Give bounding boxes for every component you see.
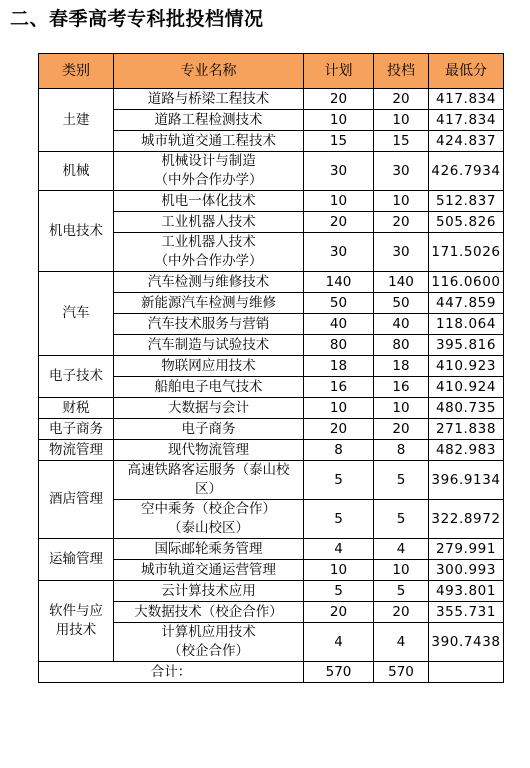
major-cell: 现代物流管理	[114, 440, 304, 461]
filed-cell: 5	[374, 500, 429, 539]
major-cell: 大数据技术（校企合作）	[114, 602, 304, 623]
min-score-cell: 482.983	[429, 440, 504, 461]
category-cell: 物流管理	[39, 440, 114, 461]
plan-cell: 4	[304, 539, 374, 560]
plan-cell: 5	[304, 461, 374, 500]
min-score-cell: 395.816	[429, 335, 504, 356]
filed-cell: 10	[374, 191, 429, 212]
table-row	[39, 356, 504, 377]
major-cell: 城市轨道交通运营管理	[114, 560, 304, 581]
plan-cell: 20	[304, 419, 374, 440]
filed-cell: 20	[374, 89, 429, 110]
table-row	[39, 440, 504, 461]
plan-cell: 50	[304, 293, 374, 314]
filed-cell: 20	[374, 212, 429, 233]
min-score-cell: 396.9134	[429, 461, 504, 500]
filed-cell: 10	[374, 560, 429, 581]
filed-cell: 10	[374, 110, 429, 131]
category-cell: 汽车	[39, 272, 114, 356]
header-category: 类别	[39, 54, 114, 89]
category-cell: 酒店管理	[39, 461, 114, 539]
table-row	[39, 191, 504, 212]
plan-cell: 18	[304, 356, 374, 377]
plan-cell: 40	[304, 314, 374, 335]
major-cell: 国际邮轮乘务管理	[114, 539, 304, 560]
min-score-cell: 493.801	[429, 581, 504, 602]
min-score-cell: 300.993	[429, 560, 504, 581]
major-cell: 工业机器人技术	[114, 212, 304, 233]
min-score-cell: 390.7438	[429, 623, 504, 662]
filed-cell: 140	[374, 272, 429, 293]
min-score-cell: 279.991	[429, 539, 504, 560]
total-label: 合计：	[39, 662, 304, 683]
min-score-cell: 505.826	[429, 212, 504, 233]
major-cell: 汽车技术服务与营销	[114, 314, 304, 335]
plan-cell: 5	[304, 581, 374, 602]
table-body	[39, 89, 504, 683]
category-cell: 电子技术	[39, 356, 114, 398]
min-score-cell: 512.837	[429, 191, 504, 212]
plan-cell: 16	[304, 377, 374, 398]
min-score-cell: 322.8972	[429, 500, 504, 539]
total-filed: 570	[374, 662, 429, 683]
plan-cell: 80	[304, 335, 374, 356]
min-score-cell: 355.731	[429, 602, 504, 623]
category-cell: 机械	[39, 152, 114, 191]
plan-cell: 4	[304, 623, 374, 662]
min-score-cell: 118.064	[429, 314, 504, 335]
table-row	[39, 89, 504, 110]
min-score-cell: 447.859	[429, 293, 504, 314]
filed-cell: 4	[374, 623, 429, 662]
category-cell: 机电技术	[39, 191, 114, 272]
filed-cell: 16	[374, 377, 429, 398]
major-cell: 大数据与会计	[114, 398, 304, 419]
header-row	[39, 54, 504, 89]
min-score-cell: 410.923	[429, 356, 504, 377]
major-cell: 汽车检测与维修技术	[114, 272, 304, 293]
table-row	[39, 581, 504, 602]
major-cell: 计算机应用技术 （校企合作）	[114, 623, 304, 662]
min-score-cell: 480.735	[429, 398, 504, 419]
filed-cell: 80	[374, 335, 429, 356]
min-score-cell: 424.837	[429, 131, 504, 152]
min-score-cell: 410.924	[429, 377, 504, 398]
filed-cell: 15	[374, 131, 429, 152]
category-cell: 运输管理	[39, 539, 114, 581]
filed-cell: 50	[374, 293, 429, 314]
major-cell: 机电一体化技术	[114, 191, 304, 212]
admission-table	[38, 53, 504, 683]
filed-cell: 18	[374, 356, 429, 377]
min-score-cell: 271.838	[429, 419, 504, 440]
category-cell: 土建	[39, 89, 114, 152]
filed-cell: 30	[374, 152, 429, 191]
filed-cell: 30	[374, 233, 429, 272]
filed-cell: 20	[374, 602, 429, 623]
min-score-cell: 417.834	[429, 89, 504, 110]
major-cell: 电子商务	[114, 419, 304, 440]
major-cell: 物联网应用技术	[114, 356, 304, 377]
major-cell: 高速铁路客运服务（泰山校 区）	[114, 461, 304, 500]
table-row	[39, 398, 504, 419]
min-score-cell: 426.7934	[429, 152, 504, 191]
filed-cell: 10	[374, 398, 429, 419]
filed-cell: 5	[374, 581, 429, 602]
plan-cell: 140	[304, 272, 374, 293]
filed-cell: 5	[374, 461, 429, 500]
major-cell: 城市轨道交通工程技术	[114, 131, 304, 152]
plan-cell: 8	[304, 440, 374, 461]
header-plan: 计划	[304, 54, 374, 89]
plan-cell: 10	[304, 398, 374, 419]
major-cell: 道路与桥梁工程技术	[114, 89, 304, 110]
filed-cell: 20	[374, 419, 429, 440]
major-cell: 空中乘务（校企合作） （泰山校区）	[114, 500, 304, 539]
major-cell: 道路工程检测技术	[114, 110, 304, 131]
major-cell: 云计算技术应用	[114, 581, 304, 602]
header-filed: 投档	[374, 54, 429, 89]
total-row	[39, 662, 504, 683]
plan-cell: 15	[304, 131, 374, 152]
plan-cell: 30	[304, 152, 374, 191]
plan-cell: 30	[304, 233, 374, 272]
plan-cell: 10	[304, 560, 374, 581]
category-cell: 电子商务	[39, 419, 114, 440]
filed-cell: 40	[374, 314, 429, 335]
major-cell: 新能源汽车检测与维修	[114, 293, 304, 314]
category-cell: 软件与应 用技术	[39, 581, 114, 662]
table-row	[39, 152, 504, 191]
filed-cell: 4	[374, 539, 429, 560]
table-row	[39, 272, 504, 293]
min-score-cell: 417.834	[429, 110, 504, 131]
total-min-score-empty	[429, 662, 504, 683]
total-plan: 570	[304, 662, 374, 683]
plan-cell: 20	[304, 602, 374, 623]
plan-cell: 10	[304, 110, 374, 131]
plan-cell: 20	[304, 89, 374, 110]
major-cell: 船舶电子电气技术	[114, 377, 304, 398]
filed-cell: 8	[374, 440, 429, 461]
table-row	[39, 539, 504, 560]
header-major: 专业名称	[114, 54, 304, 89]
major-cell: 工业机器人技术 （中外合作办学）	[114, 233, 304, 272]
page-title: 二、春季高考专科批投档情况	[10, 8, 264, 30]
plan-cell: 20	[304, 212, 374, 233]
header-min-score: 最低分	[429, 54, 504, 89]
plan-cell: 5	[304, 500, 374, 539]
min-score-cell: 116.0600	[429, 272, 504, 293]
category-cell: 财税	[39, 398, 114, 419]
table-row	[39, 461, 504, 500]
table-row	[39, 419, 504, 440]
min-score-cell: 171.5026	[429, 233, 504, 272]
major-cell: 汽车制造与试验技术	[114, 335, 304, 356]
plan-cell: 10	[304, 191, 374, 212]
major-cell: 机械设计与制造 （中外合作办学）	[114, 152, 304, 191]
